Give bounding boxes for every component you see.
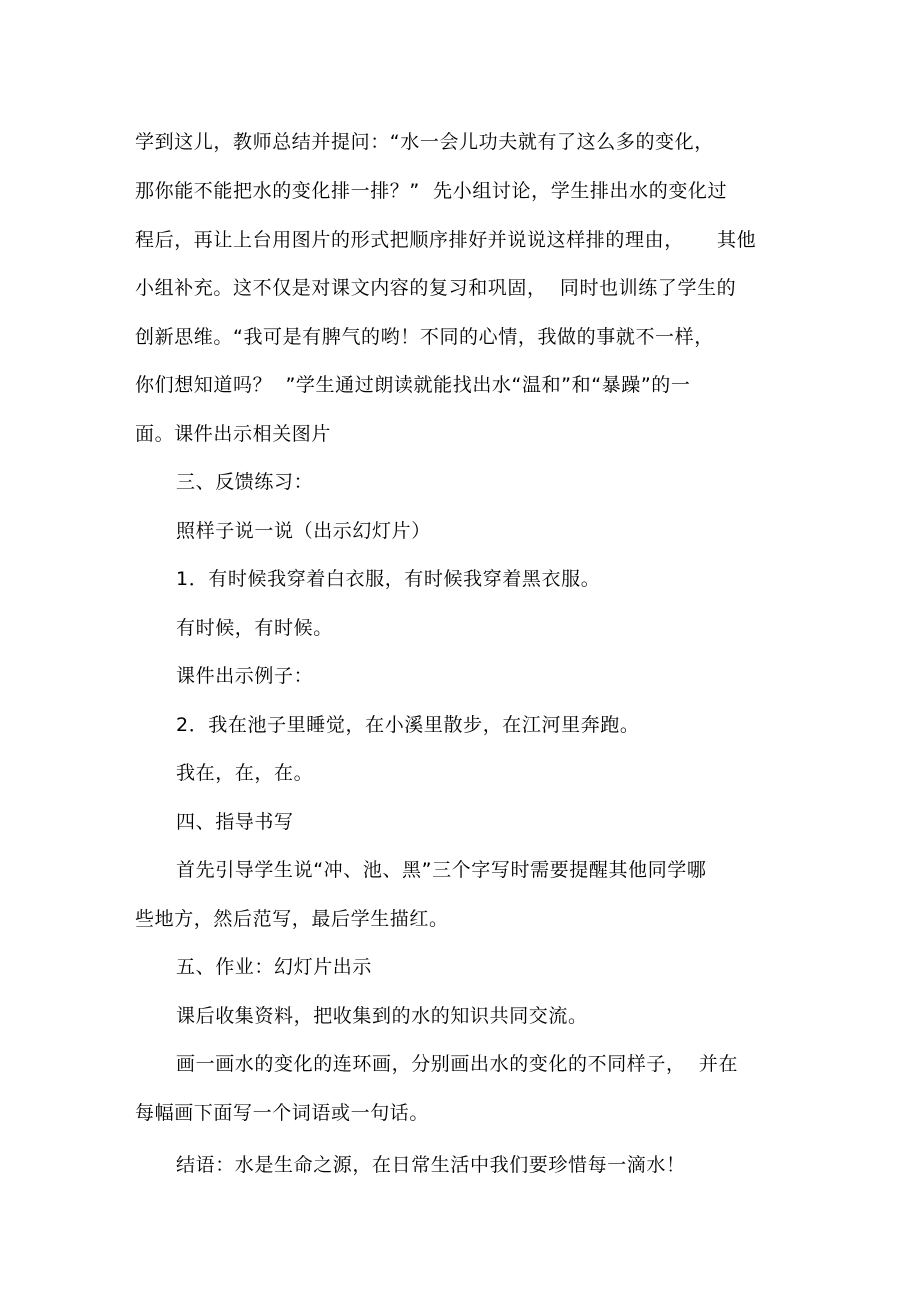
exercise-example-1: 1．有时候我穿着白衣服，有时候我穿着黑衣服。 [176, 568, 601, 590]
paragraph-line-5: 创新思维。“我可是有脾气的哟！不同的心情，我做的事就不一样， [135, 326, 714, 348]
homework-item-2-line-2: 每幅画下面写一个词语或一句话。 [135, 1102, 430, 1124]
paragraph-line-2: 那你能不能把水的变化排一排？” 先小组讨论，学生排出水的变化过 [135, 180, 728, 202]
paragraph-line-1: 学到这儿，教师总结并提问：“水一会儿功夫就有了这么多的变化， [135, 131, 714, 153]
exercise-prompt-1: 有时候，有时候。 [176, 617, 333, 639]
exercise-note: 课件出示例子： [176, 665, 314, 687]
exercise-instruction: 照样子说一说（出示幻灯片） [176, 520, 431, 542]
homework-item-1: 课后收集资料，把收集到的水的知识共同交流。 [176, 1005, 588, 1027]
writing-paragraph-line-2: 些地方，然后范写，最后学生描红。 [135, 908, 449, 930]
exercise-prompt-2: 我在，在，在。 [176, 762, 314, 784]
section-heading-feedback: 三、反馈练习： [176, 471, 314, 493]
conclusion-line: 结语：水是生命之源，在日常生活中我们要珍惜每一滴水！ [176, 1154, 686, 1176]
section-heading-writing: 四、指导书写 [176, 811, 294, 833]
paragraph-line-6: 你们想知道吗？ ”学生通过朗读就能找出水“温和”和“暴躁”的一 [135, 374, 691, 396]
writing-paragraph-line-1: 首先引导学生说“冲、池、黑”三个字写时需要提醒其他同学哪 [176, 859, 707, 881]
section-heading-homework: 五、作业：幻灯片出示 [176, 956, 373, 978]
paragraph-line-7: 面。课件出示相关图片 [135, 423, 332, 445]
paragraph-line-4: 小组补充。这不仅是对课文内容的复习和巩固， 同时也训练了学生的 [135, 277, 737, 299]
exercise-example-2: 2．我在池子里睡觉，在小溪里散步，在江河里奔跑。 [176, 714, 640, 736]
paragraph-line-3: 程后，再让上台用图片的形式把顺序排好并说说这样排的理由， 其他 [135, 229, 757, 251]
homework-item-2-line-1: 画一画水的变化的连环画，分别画出水的变化的不同样子， 并在 [176, 1053, 739, 1075]
